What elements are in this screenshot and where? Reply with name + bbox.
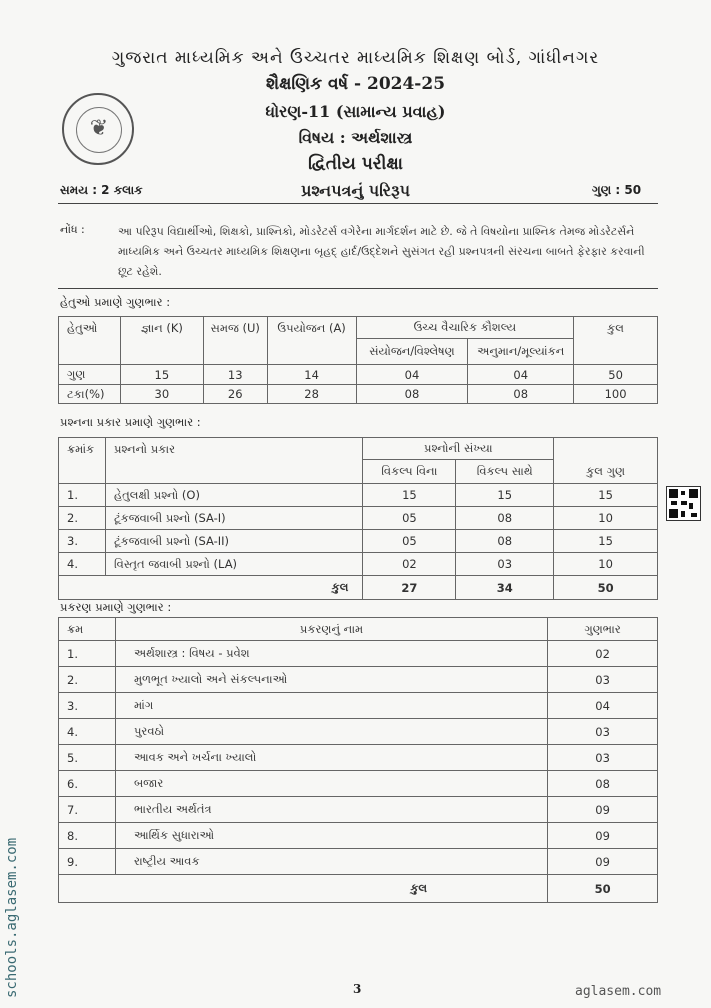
- cell-total-marks: 10: [554, 553, 658, 576]
- cell-serial: 2.: [59, 667, 116, 693]
- cell-question-type: હેતુલક્ષી પ્રશ્નો (O): [105, 484, 362, 507]
- cell-total-marks: 15: [554, 484, 658, 507]
- header-marks: ગુણભાર: [548, 618, 658, 641]
- header-evaluation: અનુમાન/મૂલ્યાંકન: [468, 339, 574, 365]
- cell-chapter-name: પુરવઠો: [115, 719, 547, 745]
- table-row: [59, 771, 658, 797]
- cell-serial: 3.: [59, 693, 116, 719]
- table-row: [59, 530, 658, 553]
- cell-total-marks: 15: [554, 530, 658, 553]
- board-seal-logo: [62, 93, 134, 165]
- cell-chapter-name: ભારતીય અર્થતંત્ર: [115, 797, 547, 823]
- cell-evaluation: 04: [468, 365, 574, 385]
- side-watermark: schools.aglasem.com: [4, 837, 20, 998]
- total-without-option: 27: [363, 576, 456, 600]
- table-row: [59, 385, 658, 404]
- header-serial: ક્રમાંક: [59, 438, 106, 484]
- cell-knowledge: 30: [120, 385, 203, 404]
- table-row: [59, 667, 658, 693]
- total-marks: 50: [554, 576, 658, 600]
- cell-marks: 03: [548, 719, 658, 745]
- table-row: [59, 484, 658, 507]
- exam-name: દ્વિતીય પરીક્ષા: [308, 154, 403, 174]
- chapters-section-title: પ્રકરણ પ્રમાણે ગુણભાર :: [60, 600, 172, 614]
- cell-chapter-name: આર્થિક સુધારાઓ: [115, 823, 547, 849]
- header-total-marks: કુલ ગુણ: [554, 438, 658, 484]
- cell-understanding: 13: [203, 365, 267, 385]
- board-name: ગુજરાત માધ્યમિક અને ઉચ્ચતર માધ્યમિક શિક્ષણ બોર્ડ, ગાંધીનગર: [111, 48, 600, 68]
- cell-marks: 09: [548, 823, 658, 849]
- total-with-option: 34: [456, 576, 554, 600]
- cell-with-option: 08: [456, 507, 554, 530]
- question-types-table: [58, 437, 658, 600]
- cell-marks: 08: [548, 771, 658, 797]
- header-total: કુલ: [574, 317, 658, 365]
- academic-year: શૈક્ષણિક વર્ષ - 2024-25: [265, 74, 446, 94]
- cell-synthesis: 04: [356, 365, 468, 385]
- cell-without-option: 05: [363, 507, 456, 530]
- swan-emblem-icon: ❦: [89, 116, 109, 141]
- cell-marks: 03: [548, 667, 658, 693]
- objectives-table: [58, 316, 658, 404]
- table-row: [59, 797, 658, 823]
- cell-without-option: 05: [363, 530, 456, 553]
- cell-serial: 5.: [59, 745, 116, 771]
- objectives-section-title: હેતુઓ પ્રમાણે ગુણભાર :: [60, 295, 171, 309]
- header-objectives: હેતુઓ: [59, 317, 121, 365]
- header-divider: [58, 203, 658, 204]
- table-row: [59, 719, 658, 745]
- cell-serial: 9.: [59, 849, 116, 875]
- total-marks: 50: [548, 875, 658, 903]
- cell-total: 50: [574, 365, 658, 385]
- note-text: આ પરિરૂપ વિદ્યાર્થીઓ, શિક્ષકો, પ્રાશ્નિકો, મોડરેટર્સ વગેરેના માર્ગદર્શન માટે છે. જે તે વિષયોના પ્રાશ્નિક તેમજ મોડરેટર્સને માધ્યમિક અને ઉચ્ચતર માધ્યમિક શિક્ષણના બૃહદ્ હાર્દ/ઉદ્દેશને સુસંગત રહી પ્રશ્નપત્રની સંરચના બાબતે ફેરફાર કરવાની છૂટ રહેશે.: [118, 225, 645, 278]
- question-types-section-title: પ્રશ્નના પ્રકાર પ્રમાણે ગુણભાર :: [60, 415, 201, 429]
- cell-evaluation: 08: [468, 385, 574, 404]
- table-row: [59, 745, 658, 771]
- cell-application: 14: [267, 365, 356, 385]
- cell-synthesis: 08: [356, 385, 468, 404]
- cell-serial: 4.: [59, 553, 106, 576]
- cell-question-type: ટૂંકજવાબી પ્રશ્નો (SA-I): [105, 507, 362, 530]
- cell-question-type: વિસ્તૃત જવાબી પ્રશ્નો (LA): [105, 553, 362, 576]
- cell-without-option: 02: [363, 553, 456, 576]
- cell-without-option: 15: [363, 484, 456, 507]
- cell-marks: 04: [548, 693, 658, 719]
- cell-question-type: ટૂંકજવાબી પ્રશ્નો (SA-II): [105, 530, 362, 553]
- table-row: [59, 823, 658, 849]
- cell-application: 28: [267, 385, 356, 404]
- cell-serial: 7.: [59, 797, 116, 823]
- header-understanding: સમજ (U): [203, 317, 267, 365]
- standard: ધોરણ-11 (સામાન્ય પ્રવાહ): [265, 102, 446, 121]
- cell-total: 100: [574, 385, 658, 404]
- cell-marks: 09: [548, 797, 658, 823]
- cell-serial: 4.: [59, 719, 116, 745]
- header-knowledge: જ્ઞાન (K): [120, 317, 203, 365]
- cell-chapter-name: રાષ્ટ્રીય આવક: [115, 849, 547, 875]
- header-hots: ઉચ્ચ વૈચારિક કૌશલ્ય: [356, 317, 574, 339]
- cell-chapter-name: બજાર: [115, 771, 547, 797]
- total-row: [59, 576, 658, 600]
- cell-marks: 03: [548, 745, 658, 771]
- table-row: [59, 693, 658, 719]
- exam-duration: સમય : 2 કલાક: [60, 183, 143, 197]
- header-serial: ક્રમ: [59, 618, 116, 641]
- total-label: કુલ: [59, 875, 548, 903]
- subject: વિષય : અર્થશાસ્ત્ર: [298, 128, 413, 147]
- row-label: ગુણ: [59, 365, 121, 385]
- chapters-table: [58, 617, 658, 903]
- cell-serial: 8.: [59, 823, 116, 849]
- total-label: કુલ: [59, 576, 363, 600]
- cell-with-option: 08: [456, 530, 554, 553]
- cell-with-option: 03: [456, 553, 554, 576]
- note-label: નોંધ :: [60, 223, 85, 236]
- total-row: [59, 875, 658, 903]
- header-chapter-name: પ્રકરણનું નામ: [115, 618, 547, 641]
- header-application: ઉપયોજન (A): [267, 317, 356, 365]
- note-divider: [58, 288, 658, 289]
- cell-serial: 6.: [59, 771, 116, 797]
- cell-understanding: 26: [203, 385, 267, 404]
- cell-serial: 3.: [59, 530, 106, 553]
- cell-chapter-name: આવક અને ખર્ચના ખ્યાલો: [115, 745, 547, 771]
- cell-marks: 09: [548, 849, 658, 875]
- cell-serial: 2.: [59, 507, 106, 530]
- cell-marks: 02: [548, 641, 658, 667]
- cell-knowledge: 15: [120, 365, 203, 385]
- cell-chapter-name: માંગ: [115, 693, 547, 719]
- row-label: ટકા(%): [59, 385, 121, 404]
- page-number: 3: [353, 982, 362, 996]
- header-question-type: પ્રશ્નનો પ્રકાર: [105, 438, 362, 484]
- table-row: [59, 507, 658, 530]
- cell-serial: 1.: [59, 484, 106, 507]
- table-row: [59, 553, 658, 576]
- table-row: [59, 849, 658, 875]
- header-question-count: પ્રશ્નોની સંખ્યા: [363, 438, 554, 460]
- cell-total-marks: 10: [554, 507, 658, 530]
- exam-total-marks: ગુણ : 50: [592, 183, 642, 197]
- qr-code-icon: [666, 486, 701, 521]
- table-row: [59, 641, 658, 667]
- header-without-option: વિકલ્પ વિના: [363, 460, 456, 484]
- cell-serial: 1.: [59, 641, 116, 667]
- header-with-option: વિકલ્પ સાથે: [456, 460, 554, 484]
- cell-chapter-name: મુળભૂત ખ્યાલો અને સંકલ્પનાઓ: [115, 667, 547, 693]
- table-row: [59, 365, 658, 385]
- cell-chapter-name: અર્થશાસ્ત્ર : વિષય - પ્રવેશ: [115, 641, 547, 667]
- cell-with-option: 15: [456, 484, 554, 507]
- bottom-watermark: aglasem.com: [575, 984, 662, 999]
- blueprint-title: પ્રશ્નપત્રનું પરિરૂપ: [301, 181, 410, 200]
- header-synthesis: સંયોજન/વિશ્લેષણ: [356, 339, 468, 365]
